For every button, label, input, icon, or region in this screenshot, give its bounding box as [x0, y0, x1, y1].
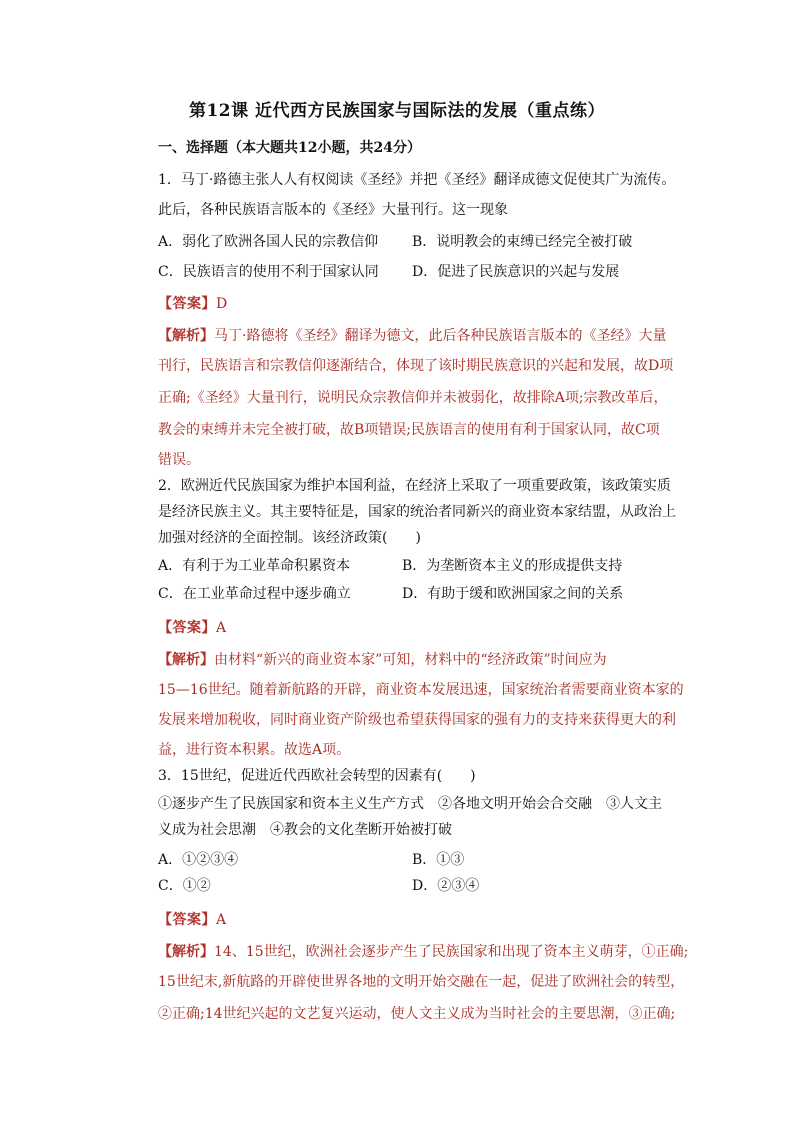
analysis-text: 由材料“新兴的商业资本家”可知，材料中的“经济政策”时间应为: [214, 652, 607, 668]
option-b: B．为垄断资本主义的形成提供支持: [402, 558, 623, 574]
option-a: A．有利于为工业革命积累资本: [158, 558, 351, 574]
option-d: D．促进了民族意识的兴起与发展: [412, 264, 620, 280]
analysis-label: 【解析】: [158, 328, 214, 344]
analysis-text: 14、15世纪，欧洲社会逐步产生了民族国家和出现了资本主义萌芽，①正确;: [214, 944, 689, 960]
answer-line: [158, 618, 226, 638]
question-stem-line: 3．15世纪，促进近代西欧社会转型的因素有( ): [158, 768, 476, 784]
analysis-text: 15世纪末,新航路的开辟使世界各地的文明开始交融在一起，促进了欧洲社会的转型，: [158, 974, 685, 990]
question-stem-line: 义成为社会思潮 ④教会的文化垄断开始被打破: [158, 822, 452, 838]
option-c: C．在工业革命过程中逐步确立: [158, 586, 351, 602]
answer-label: 【答案】: [158, 912, 216, 928]
analysis-line: [158, 942, 688, 962]
question-stem-line: 此后，各种民族语言版本的《圣经》大量刊行。这一现象: [158, 202, 508, 218]
answer-label: 【答案】: [158, 620, 216, 636]
analysis-text: 益，进行资本积累。故选A项。: [158, 742, 351, 758]
answer-value: A: [216, 620, 227, 636]
analysis-label: 【解析】: [158, 652, 214, 668]
answer-line: [158, 294, 227, 314]
answer-label: 【答案】: [158, 296, 216, 312]
option-b: B．①③: [412, 852, 465, 868]
option-d: D．有助于缓和欧洲国家之间的关系: [402, 586, 624, 602]
analysis-text: 错误。: [158, 452, 200, 468]
page-title: 第12课 近代西方民族国家与国际法的发展（重点练）: [188, 101, 606, 121]
option-a: A．①②③④: [158, 852, 239, 868]
section-heading: 一、选择题（本大题共12小题，共24分）: [158, 140, 421, 156]
analysis-text: 马丁·路德将《圣经》翻译为德文，此后各种民族语言版本的《圣经》大量: [214, 328, 667, 344]
answer-value: A: [216, 912, 227, 928]
answer-line: [158, 910, 226, 930]
analysis-text: 教会的束缚并未完全被打破，故B项错误;民族语言的使用有利于国家认同，故C项: [158, 422, 660, 438]
option-c: C．民族语言的使用不利于国家认同: [158, 264, 379, 280]
question-stem-line: 加强对经济的全面控制。该经济政策( ): [158, 530, 421, 546]
analysis-text: 正确;《圣经》大量刊行，说明民众宗教信仰并未被弱化，故排除A项;宗教改革后，: [158, 390, 668, 406]
option-a: A．弱化了欧洲各国人民的宗教信仰: [158, 234, 379, 250]
analysis-label: 【解析】: [158, 944, 214, 960]
answer-value: D: [216, 296, 228, 312]
analysis-line: [158, 326, 666, 346]
option-c: C．①②: [158, 878, 211, 894]
question-stem-line: ①逐步产生了民族国家和资本主义生产方式 ②各地文明开始会合交融 ③人文主: [158, 796, 662, 812]
option-d: D．②③④: [412, 878, 480, 894]
question-stem-line: 1．马丁·路德主张人人有权阅读《圣经》并把《圣经》翻译成德文促使其广为流传。: [158, 172, 676, 188]
question-stem-line: 是经济民族主义。其主要特征是，国家的统治者同新兴的商业资本家结盟，从政治上: [158, 504, 676, 520]
analysis-text: ②正确;14世纪兴起的文艺复兴运动，使人文主义成为当时社会的主要思潮，③正确;: [158, 1006, 676, 1022]
question-stem-line: 2．欧洲近代民族国家为维护本国利益，在经济上采取了一项重要政策，该政策实质: [158, 478, 671, 494]
analysis-text: 刊行，民族语言和宗教信仰逐渐结合，体现了该时期民族意识的兴起和发展，故D项: [158, 358, 674, 374]
option-b: B．说明教会的束缚已经完全被打破: [412, 234, 633, 250]
analysis-text: 15—16世纪。随着新航路的开辟，商业资本发展迅速，国家统治者需要商业资本家的: [158, 682, 684, 698]
analysis-line: [158, 650, 607, 670]
analysis-text: 发展来增加税收，同时商业资产阶级也希望获得国家的强有力的支持来获得更大的利: [158, 712, 676, 728]
